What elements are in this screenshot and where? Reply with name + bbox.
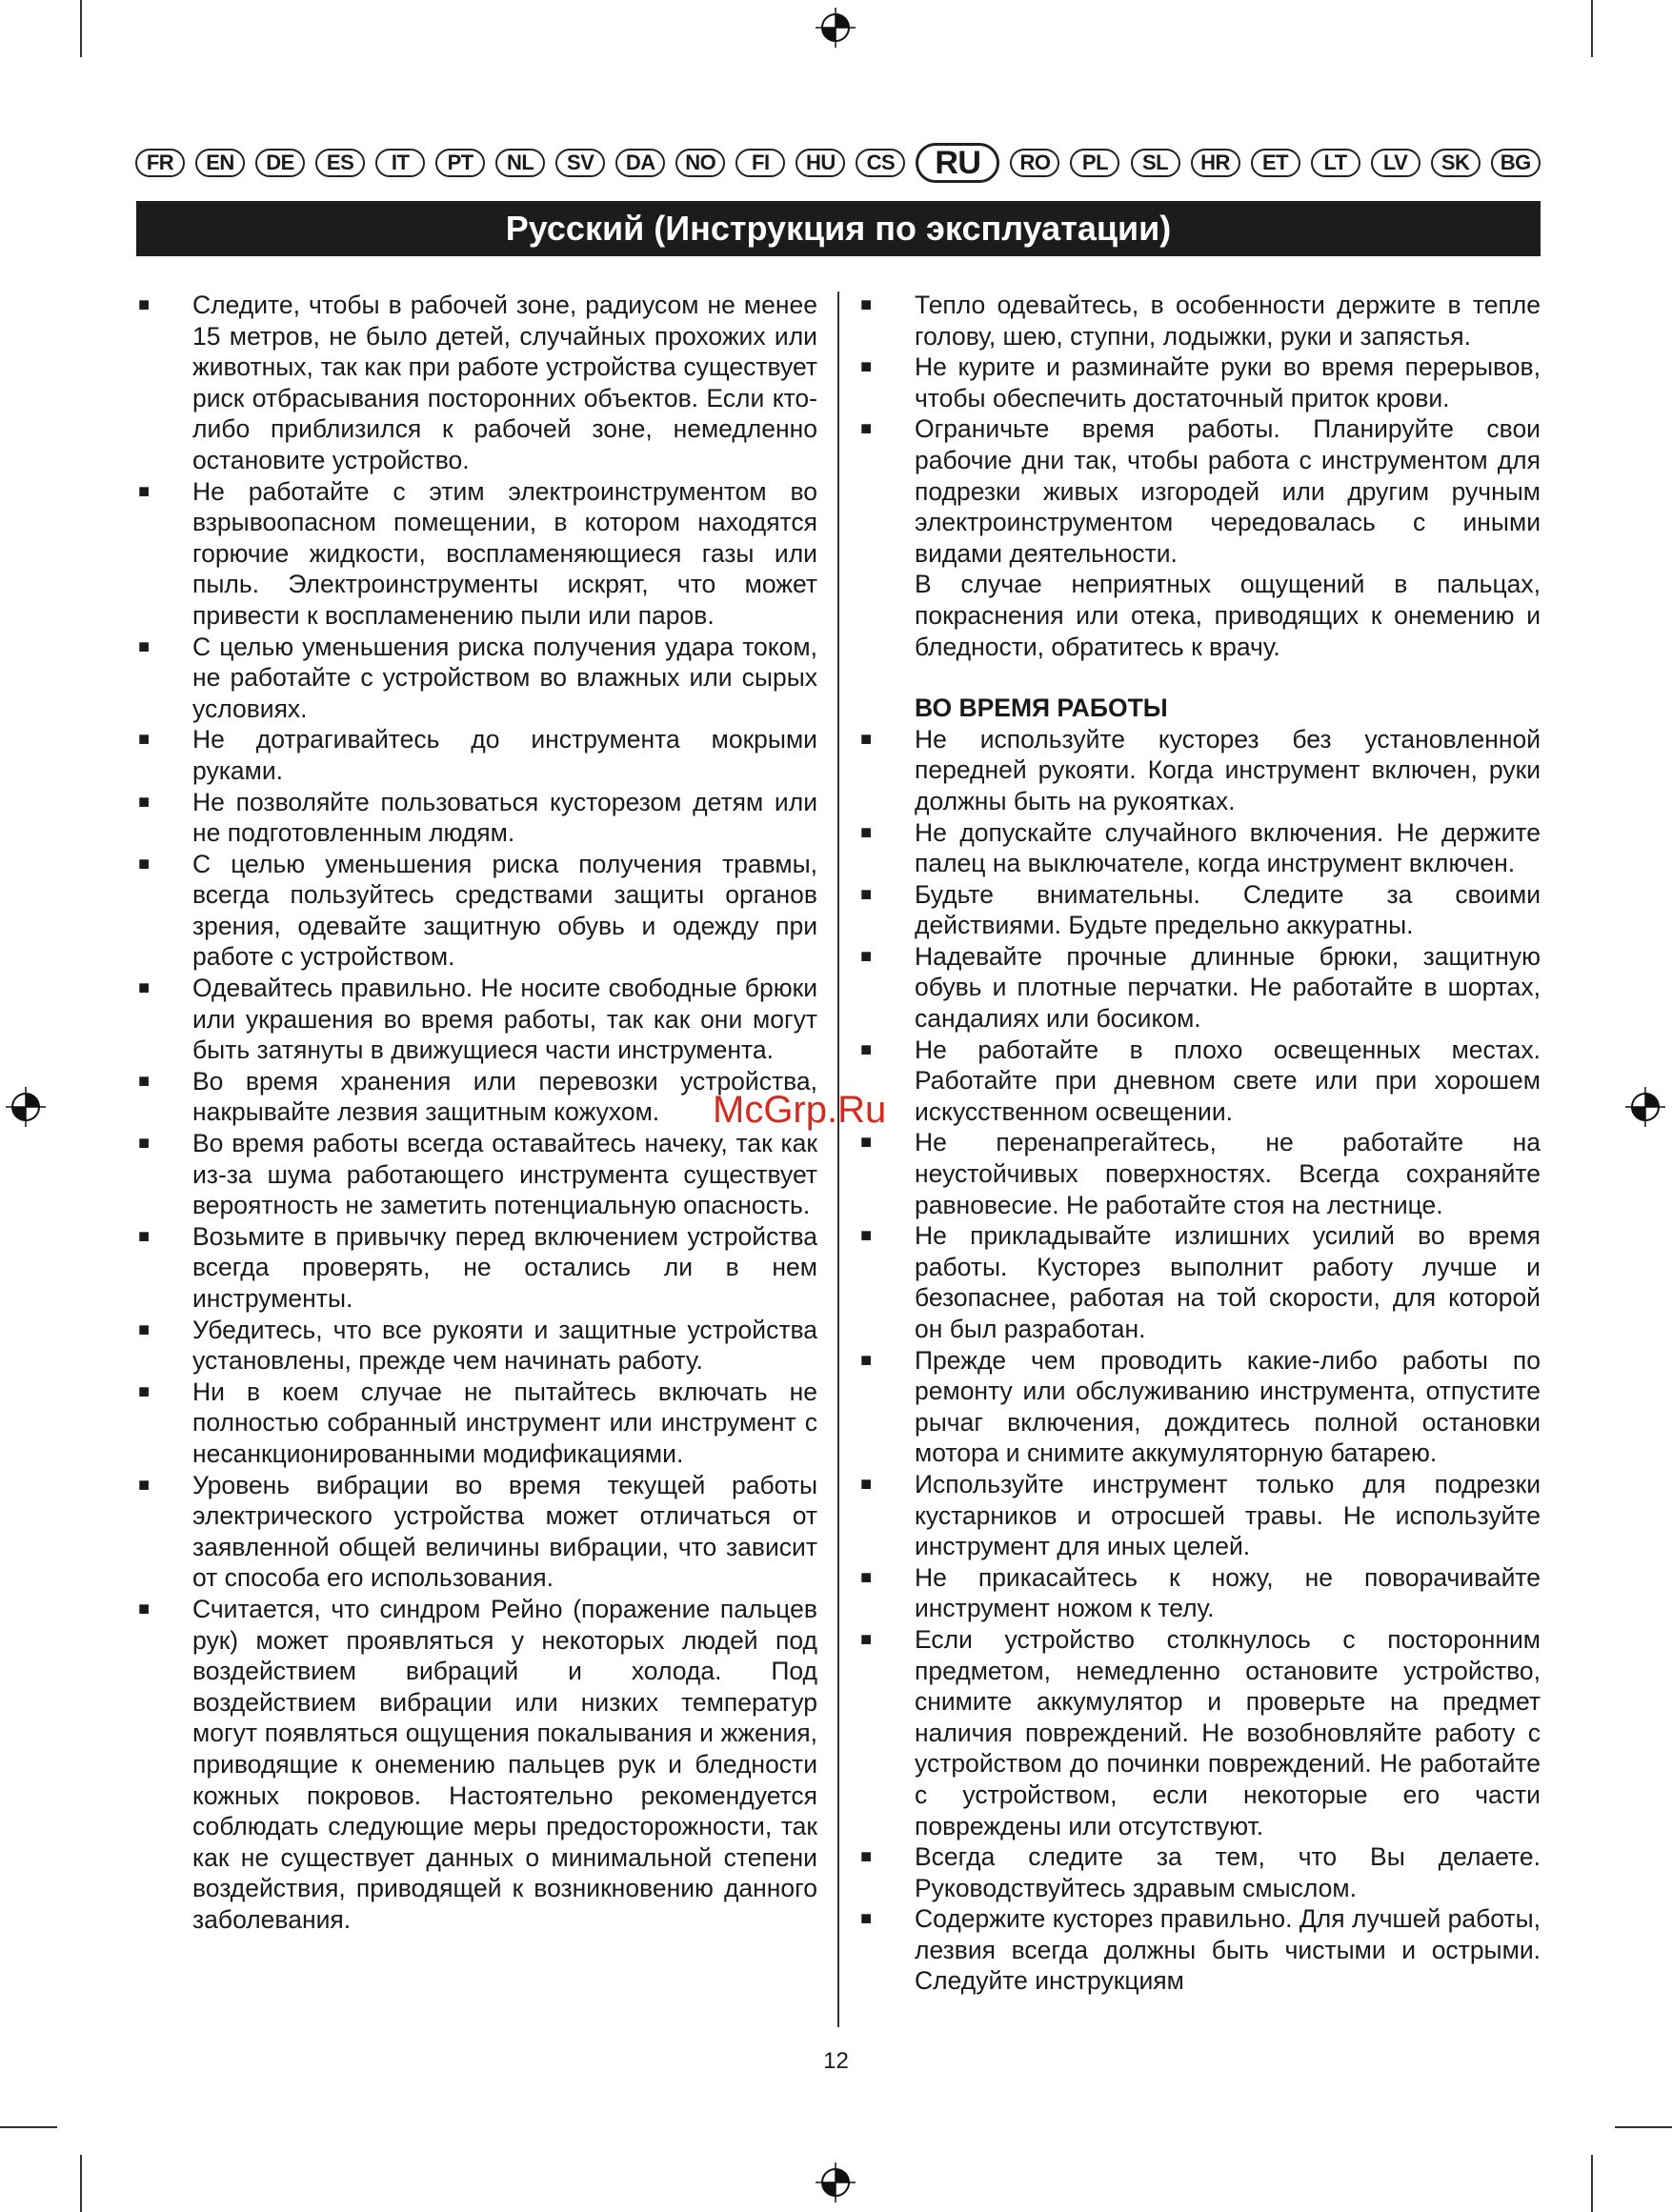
registration-mark-icon [1625,1087,1665,1127]
list-item-text: С целью уменьшения риска получения травмы, всегда пользуйтесь средствами защиты органов зрения, одевайте защитную обувь и одежду при работе с устройством. [192,849,817,972]
language-tab-hu[interactable]: HU [796,149,845,177]
list-item-text: Ни в коем случае не пытайтесь включать не полностью собранный инструмент или инструмент с несанкционированными модификациями. [192,1377,817,1468]
bullet-icon: ■ [860,1566,873,1588]
list-item [857,1469,1541,1562]
bullet-icon: ■ [860,945,873,967]
list-item-text: Не прикасайтесь к ножу, не поворачивайте инструмент ножом к телу. [915,1562,1541,1623]
list-item-text: Не допускайте случайного включения. Не держите палец на выключателе, когда инструмент включен. [915,817,1541,878]
list-item [857,817,1541,879]
registration-mark-icon [6,1087,46,1127]
bullet-icon: ■ [138,294,151,315]
bullet-icon: ■ [138,635,151,657]
bullet-icon: ■ [860,1349,873,1371]
bullet-icon: ■ [138,1133,151,1155]
list-item-text: С целью уменьшения риска получения удара током, не работайте с устройством во влажных или сырых условиях. [192,632,817,723]
bullet-icon: ■ [860,1628,873,1650]
list-item-text: Содержите кусторез правильно. Для лучшей работы, лезвия всегда должны быть чистыми и острыми. Следуйте инструкциям [915,1904,1541,1996]
list-item [135,1470,817,1594]
bullet-icon: ■ [138,1070,151,1092]
list-item-text: Не работайте с этим электроинструментом во взрывоопасном помещении, в котором находятся горючие жидкости, воспламеняющиеся газы или пыль. Электроинструменты искрят, что может привести к воспламенению пыли или паров. [192,476,817,630]
bullet-icon: ■ [138,1318,151,1340]
registration-mark-icon [816,8,856,48]
list-item [857,1220,1541,1344]
bullet-icon: ■ [138,480,151,502]
list-item-text: Возьмите в привычку перед включением устройства всегда проверять, не остались ли в нем инструменты. [192,1221,817,1313]
list-item-text: Не позволяйте пользоваться кусторезом детям или не подготовленным людям. [192,787,817,848]
list-item-text: Не прикладывайте излишних усилий во время работы. Кусторез выполнит работу лучше и безопаснее, работая на той скорости, для которой он был разработан. [915,1221,1541,1343]
language-tab-no[interactable]: NO [675,149,725,177]
list-item [135,1128,817,1221]
list-item-text: Будьте внимательны. Следите за своими действиями. Будьте предельно аккуратны. [915,879,1541,940]
list-item [857,1903,1541,1997]
bullet-icon: ■ [860,1038,873,1060]
bullet-icon: ■ [860,883,873,905]
bullet-icon: ■ [138,1474,151,1496]
list-item-text: Во время работы всегда оставайтесь начеку, так как из-за шума работающего инструмента существует вероятность не заметить потенциальную опасность. [192,1129,817,1220]
language-tab-ru[interactable]: RU [916,143,999,183]
bullet-icon: ■ [860,1908,873,1930]
bullet-icon: ■ [860,1846,873,1868]
bullet-icon: ■ [860,1132,873,1154]
list-item-text: Прежде чем проводить какие-либо работы по ремонту или обслуживанию инструмента, отпустите рычаг включения, дождитесь полной остановки мотора и снимите аккумуляторную батарею. [915,1345,1541,1468]
list-item [857,724,1541,817]
language-tab-da[interactable]: DA [615,149,665,177]
right-bullet-list-top [857,290,1541,569]
language-tab-de[interactable]: DE [255,149,305,177]
list-item [857,1841,1541,1903]
language-tab-pl[interactable]: PL [1070,149,1119,177]
right-column [857,290,1541,1997]
language-tab-fi[interactable]: FI [735,149,785,177]
list-item [857,290,1541,352]
language-tab-ro[interactable]: RO [1010,149,1059,177]
list-item [135,1315,817,1377]
list-item-text: Уровень вибрации во время текущей работы электрического устройства может отличаться от заявленной общей величины вибрации, что зависит от способа его использования. [192,1470,817,1593]
list-item [135,1377,817,1470]
crop-mark [1615,2126,1672,2128]
list-item [135,787,817,849]
list-item [135,632,817,725]
bullet-icon: ■ [138,729,151,751]
language-tab-es[interactable]: ES [315,149,365,177]
list-item [135,1594,817,1936]
language-tab-bg[interactable]: BG [1491,149,1541,177]
list-item-text: Не курите и разминайте руки во время перерывов, чтобы обеспечить достаточный приток крови. [915,352,1541,412]
list-item [857,1562,1541,1624]
list-item [857,1035,1541,1128]
list-item [857,352,1541,413]
list-item-text: Во время хранения или перевозки устройства, накрывайте лезвия защитным кожухом. [192,1066,817,1127]
language-tab-fr[interactable]: FR [135,149,185,177]
list-item [135,476,817,632]
list-item-text: Если устройство столкнулось с посторонним предметом, немедленно остановите устройство, снимите аккумулятор и проверьте на предмет наличия повреждений. Не возобновляйте работу с устройством до починки повреждений. Не работайте с устройством, если некоторые его части повреждены или отсутствуют. [915,1624,1541,1840]
list-item-text: Одевайтесь правильно. Не носите свободные брюки или украшения во время работы, так как они могут быть затянуты в движущиеся части инструмента. [192,974,817,1065]
list-item [135,1221,817,1315]
language-tab-lv[interactable]: LV [1371,149,1420,177]
page-title: Русский (Инструкция по эксплуатации) [136,201,1541,256]
list-item [135,973,817,1066]
language-tab-sv[interactable]: SV [555,149,605,177]
list-item [857,879,1541,941]
language-tab-en[interactable]: EN [195,149,245,177]
bullet-icon: ■ [860,1225,873,1247]
section-heading: ВО ВРЕМЯ РАБОТЫ [915,694,1168,723]
list-item-text: Следите, чтобы в рабочей зоне, радиусом не менее 15 метров, не было детей, случайных прохожих или животных, так как при работе устройства существует риск отбрасывания посторонних объектов. Если кто-либо приблизился к рабочей зоне, немедленно остановите устройство. [192,291,817,474]
list-item [135,290,817,476]
list-item [857,413,1541,569]
language-tab-sk[interactable]: SK [1431,149,1481,177]
list-item-text: Не перенапрегайтесь, не работайте на неустойчивых поверхностях. Всегда сохраняйте равновесие. Не работайте стоя на лестнице. [915,1128,1541,1219]
bullet-icon: ■ [138,853,151,875]
language-bar [135,145,1541,181]
crop-mark [80,0,82,57]
bullet-icon: ■ [138,1225,151,1247]
registration-mark-icon [816,2162,856,2202]
bullet-icon: ■ [860,294,873,315]
page-number: 12 [823,2048,849,2074]
list-item-text: Всегда следите за тем, что Вы делаете. Руководствуйтесь здравым смыслом. [915,1842,1541,1902]
watermark: McGrp.Ru [713,1089,887,1131]
language-tab-sl[interactable]: SL [1131,149,1180,177]
list-item [857,1624,1541,1841]
list-item-text: Тепло одевайтесь, в особенности держите в тепле голову, шею, ступни, лодыжки, руки и запястья. [915,291,1541,351]
list-item [857,941,1541,1035]
bullet-icon: ■ [138,977,151,999]
list-item-text: Не используйте кусторез без установленной передней рукояти. Когда инструмент включен, руки должны быть на рукоятках. [915,724,1541,815]
bullet-icon: ■ [138,791,151,813]
list-item [135,849,817,973]
list-item [857,1345,1541,1469]
bullet-icon: ■ [860,821,873,843]
list-item-text: Не работайте в плохо освещенных местах. Работайте при дневном свете или при хорошем искусственном освещении. [915,1035,1541,1126]
column-divider [837,292,839,2027]
right-bullet-list-bottom [857,724,1541,1997]
language-tab-it[interactable]: IT [375,149,425,177]
right-paragraph: В случае неприятных ощущений в пальцах, покраснения или отека, приводящих к онемению и бледности, обратитесь к врачу. [915,570,1541,661]
bullet-icon: ■ [138,1598,151,1619]
crop-mark [1591,0,1593,57]
language-tab-pt[interactable]: PT [435,149,485,177]
list-item [135,724,817,786]
crop-mark [0,2126,57,2128]
language-tab-lt[interactable]: LT [1311,149,1360,177]
language-tab-hr[interactable]: HR [1191,149,1240,177]
bullet-icon: ■ [138,1380,151,1402]
list-item-text: Считается, что синдром Рейно (поражение пальцев рук) может проявляться у некоторых людей под воздействием вибраций и холода. Под воздействием вибрации или низких температур могут появляться ощущения покалывания и жжения, приводящие к онемению пальцев рук и бледности кожных покровов. Настоятельно рекомендуется соблюдать следующие меры предосторожности, так как не существует данных о минимальной степени воздействия, приводящей к возникновению данного заболевания. [192,1594,817,1934]
list-item [857,1127,1541,1220]
crop-mark [1591,2155,1593,2212]
crop-mark [80,2155,82,2212]
language-tab-cs[interactable]: CS [856,149,905,177]
bullet-icon: ■ [860,1473,873,1495]
bullet-icon: ■ [860,356,873,378]
language-tab-nl[interactable]: NL [495,149,545,177]
list-item-text: Надевайте прочные длинные брюки, защитную обувь и плотные перчатки. Не работайте в шортах, сандалиях или босиком. [915,941,1541,1034]
list-item-text: Используйте инструмент только для подрезки кустарников и отросшей травы. Не используйте инструмент для иных целей. [915,1469,1541,1561]
list-item-text: Ограничьте время работы. Планируйте свои рабочие дни так, чтобы работа с инструментом для подрезки живых изгородей или другим ручным электроинструментом чередовалась с иными видами деятельности. [915,414,1541,568]
bullet-icon: ■ [860,418,873,440]
bullet-icon: ■ [860,728,873,750]
list-item-text: Не дотрагивайтесь до инструмента мокрыми руками. [192,725,817,785]
language-tab-et[interactable]: ET [1251,149,1300,177]
list-item-text: Убедитесь, что все рукояти и защитные устройства установлены, прежде чем начинать работу. [192,1315,817,1376]
